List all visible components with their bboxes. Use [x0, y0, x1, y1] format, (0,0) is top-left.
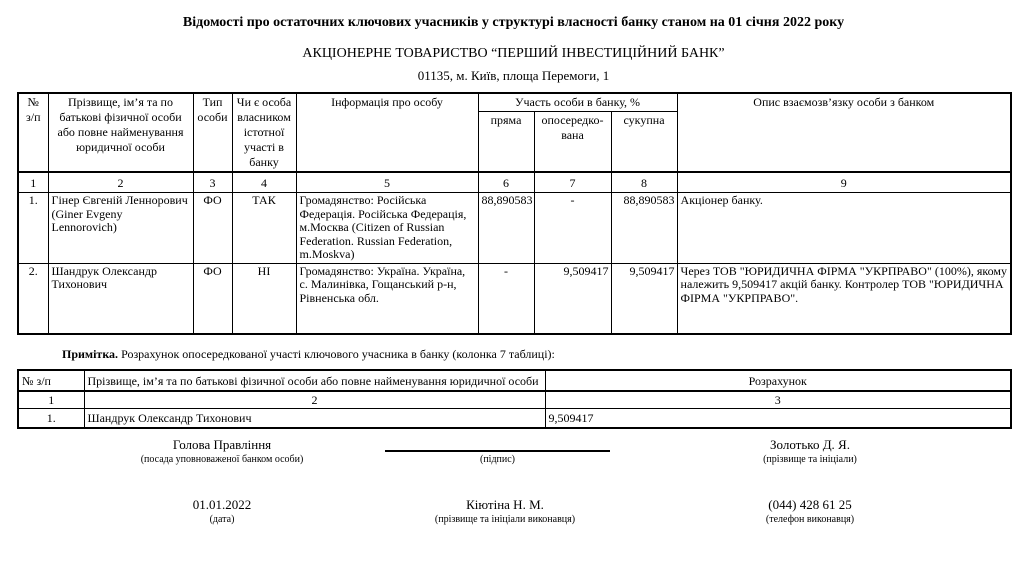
bank-address: 01135, м. Київ, площа Перемоги, 1 — [417, 68, 610, 83]
cell-name: Шандрук Олександр Тихонович — [48, 263, 193, 334]
executor-phone-caption: (телефон виконавця) — [765, 514, 855, 525]
executor-name-caption: (прізвище та ініціали виконавця) — [434, 514, 576, 525]
column-number: 8 — [611, 172, 677, 193]
bank-name: АКЦІОНЕРНЕ ТОВАРИСТВО “ПЕРШИЙ ІНВЕСТИЦІЙНИЙ БАНК” — [302, 46, 725, 61]
cell-essential-owner: ТАК — [232, 193, 296, 264]
column-number: 2 — [84, 391, 545, 409]
executor-phone: (044) 428 61 25 — [768, 497, 852, 512]
col-header-calculation: Розрахунок — [545, 370, 1011, 391]
col-header-num: № з/п — [18, 93, 48, 172]
signature-caption: (підпис) — [479, 454, 516, 465]
cell-indirect: - — [534, 193, 611, 264]
column-numbers-row — [18, 391, 1011, 409]
cell-direct: - — [478, 263, 534, 334]
cell-indirect: 9,509417 — [534, 263, 611, 334]
column-number: 3 — [193, 172, 232, 193]
col-header-direct: пряма — [478, 112, 534, 172]
column-number: 1 — [18, 391, 84, 409]
cell-direct: 88,890583 — [478, 193, 534, 264]
signer-position: Голова Правління — [172, 437, 272, 452]
signature-line — [385, 437, 610, 452]
table-row — [18, 193, 1011, 264]
col-header-essential-owner: Чи є особа власником істотної участі в банку — [232, 93, 296, 172]
date-block — [72, 497, 372, 526]
col-header-num: № з/п — [18, 370, 84, 391]
cell-calculation: 9,509417 — [545, 409, 1011, 429]
note-paragraph — [62, 347, 1027, 361]
cell-essential-owner: НІ — [232, 263, 296, 334]
col-header-total: сукупна — [611, 112, 677, 172]
column-number: 5 — [296, 172, 478, 193]
cell-num: 1. — [18, 409, 84, 429]
signer-position-caption: (посада уповноваженої банком особи) — [140, 454, 304, 465]
signer-name: Золотько Д. Я. — [770, 437, 850, 452]
col-header-indirect: опосередко-вана — [534, 112, 611, 172]
indirect-participation-table — [17, 369, 1012, 429]
cell-person-info: Громадянство: Україна. Україна, с. Малинівка, Гощанський р-н, Рівненська обл. — [296, 263, 478, 334]
col-header-name: Прізвище, ім’я та по батькові фізичної особи або повне найменування юридичної особи — [84, 370, 545, 391]
signature-block — [385, 437, 610, 466]
column-number: 2 — [48, 172, 193, 193]
cell-relation: Акціонер банку. — [677, 193, 1011, 264]
cell-name: Гінер Євгеній Леннорович (Giner Evgeny Lennorovich) — [48, 193, 193, 264]
note-label: Примітка. — [62, 347, 119, 361]
column-number: 9 — [677, 172, 1011, 193]
column-number: 7 — [534, 172, 611, 193]
page-title: Відомості про остаточних ключових учасників у структурі власності банку станом на 01 січня 2022 року — [182, 15, 845, 30]
signer-name-block — [660, 437, 960, 466]
cell-person-type: ФО — [193, 193, 232, 264]
note-text: Розрахунок опосередкованої участі ключового учасника в банку (колонка 7 таблиці): — [121, 347, 555, 361]
signer-position-block — [72, 437, 372, 466]
cell-total: 88,890583 — [611, 193, 677, 264]
signature-section — [0, 429, 1027, 559]
table-row — [18, 409, 1011, 429]
cell-num: 2. — [18, 263, 48, 334]
col-header-participation-group: Участь особи в банку, % — [478, 93, 677, 112]
col-header-name: Прізвище, ім’я та по батькові фізичної особи або повне найменування юридичної особи — [48, 93, 193, 172]
date-value: 01.01.2022 — [192, 497, 252, 512]
cell-num: 1. — [18, 193, 48, 264]
column-number: 6 — [478, 172, 534, 193]
column-numbers-row — [18, 172, 1011, 193]
cell-person-type: ФО — [193, 263, 232, 334]
cell-name: Шандрук Олександр Тихонович — [84, 409, 545, 429]
cell-relation: Через ТОВ "ЮРИДИЧНА ФІРМА "УКРПРАВО" (100%), якому належить 9,509417 акцій банку. Контролер ТОВ "ЮРИДИЧНА ФІРМА "УКРПРАВО". — [677, 263, 1011, 334]
table-row — [18, 263, 1011, 334]
col-header-person-info: Інформація про особу — [296, 93, 478, 172]
executor-name: Кіютіна Н. М. — [466, 497, 544, 512]
column-number: 1 — [18, 172, 48, 193]
col-header-relation: Опис взаємозв’язку особи з банком — [677, 93, 1011, 172]
executor-name-block — [355, 497, 655, 526]
cell-total: 9,509417 — [611, 263, 677, 334]
signer-name-caption: (прізвище та ініціали) — [763, 454, 857, 465]
cell-person-info: Громадянство: Російська Федерація. Російська Федерація, м.Москва (Citizen of Russian Federation. Russian Federation, m.Moskva) — [296, 193, 478, 264]
column-number: 3 — [545, 391, 1011, 409]
executor-phone-block — [660, 497, 960, 526]
col-header-person-type: Тип особи — [193, 93, 232, 172]
date-caption: (дата) — [209, 514, 235, 525]
column-number: 4 — [232, 172, 296, 193]
key-participants-table — [17, 92, 1012, 335]
